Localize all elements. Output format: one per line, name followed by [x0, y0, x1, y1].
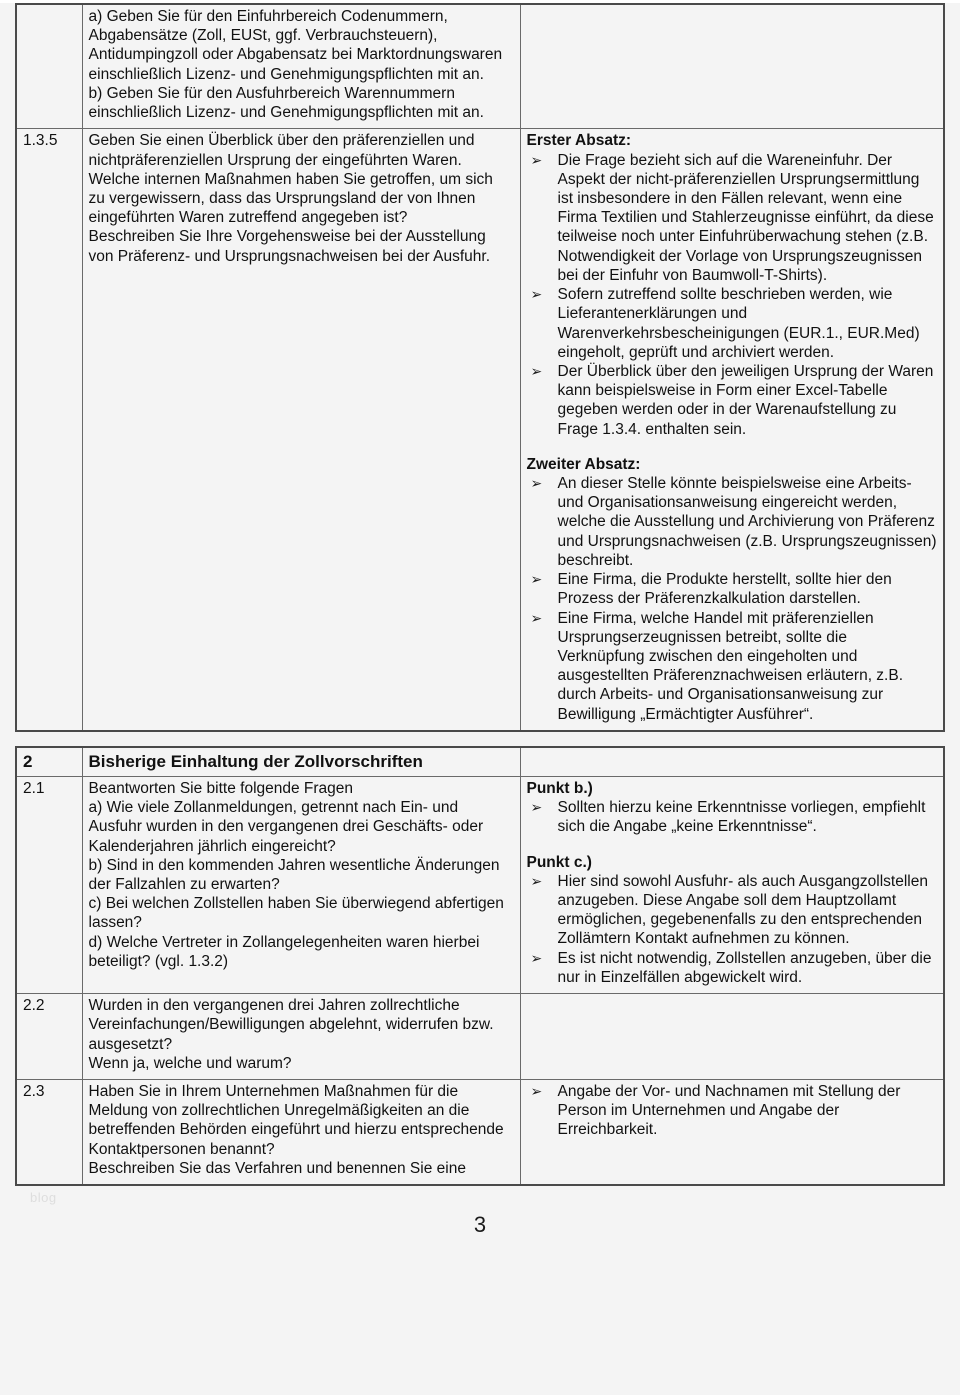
- hint-heading: Punkt b.): [526, 779, 593, 797]
- hint-heading: Zweiter Absatz:: [526, 455, 641, 473]
- list-item: ➢ Eine Firma, welche Handel mit präferenziellen Ursprungserzeugnissen betreibt, sollte die Verknüpfung zwischen den eingeholten und ausgestellten Präferenznachweisen erläutern, z.B. durch Arbeits- und Organisationsanweisung zur Bewilligung „Ermächtigter Ausführer“.: [527, 609, 938, 724]
- section-number: 2: [16, 747, 82, 777]
- hint-bullet-list: [527, 474, 938, 724]
- question-paragraph: Haben Sie in Ihrem Unternehmen Maßnahmen für die Meldung von zollrechtlichen Unregelmäßigkeiten an die betreffenden Behörden eingeführt und hierzu entsprechende Kontaktpersonen benannt?: [88, 1083, 504, 1158]
- section-hint: [520, 747, 944, 777]
- list-item: ➢ Sofern zutreffend sollte beschrieben werden, wie Lieferantenerklärungen und Warenverkehrsbescheinigungen (EUR.1., EUR.Med) eingeholt, geprüft und archiviert werden.: [527, 285, 938, 362]
- question-paragraph: Beschreiben Sie das Verfahren und benennen Sie eine: [88, 1159, 466, 1177]
- watermark: blog: [30, 1190, 57, 1206]
- hint-bullet-list: [527, 1082, 938, 1140]
- row-number: 2.2: [16, 994, 82, 1080]
- hint-bullet-list: [527, 798, 938, 836]
- list-item: ➢ Die Frage bezieht sich auf die Wareneinfuhr. Der Aspekt der nicht-präferenziellen Ursprungsermittlung ist insbesondere in den Fällen relevant, wenn eine Firma Textilien und Stahlerzeugnisse einführt, da diese teilweise noch unter Einfuhrüberwachung stehen (z.B. Notwendigkeit der Vorlage von Ursprungszeugnissen bei der Einfuhr von Baumwoll-T-Shirts).: [527, 151, 938, 286]
- row-hint: [520, 129, 944, 731]
- page-number: 3: [473, 1212, 487, 1238]
- row-hint: [520, 4, 944, 129]
- list-item: ➢ Eine Firma, die Produkte herstellt, sollte hier den Prozess der Präferenzkalkulation darstellen.: [527, 570, 938, 608]
- list-item: ➢ Der Überblick über den jeweiligen Ursprung der Waren kann beispielsweise in Form einer Excel-Tabelle gegeben werden oder in der Warenaufstellung zu Frage 1.3.4. enthalten sein.: [527, 362, 938, 439]
- hint-heading: Erster Absatz:: [526, 132, 632, 150]
- list-item: ➢ Hier sind sowohl Ausfuhr- als auch Ausgangzollstellen anzugeben. Diese Angabe soll dem Hauptzollamt ermöglichen, gegebenenfalls zu den entsprechenden Zollämtern Kontakt aufnehmen zu können.: [527, 872, 938, 949]
- table-row: [16, 129, 944, 731]
- question-paragraph: Wurden in den vergangenen drei Jahren zollrechtliche Vereinfachungen/Bewilligungen abgelehnt, widerrufen bzw. ausgesetzt?: [88, 997, 494, 1053]
- page-break-gap: [0, 732, 960, 746]
- list-item: ➢ Sollten hierzu keine Erkenntnisse vorliegen, empfiehlt sich die Angabe „keine Erkenntnisse“.: [527, 798, 938, 836]
- table-row: [16, 776, 944, 993]
- question-paragraph: Beschreiben Sie Ihre Vorgehensweise bei der Ausstellung von Präferenz- und Ursprungsnachweisen bei der Ausfuhr.: [88, 228, 491, 265]
- list-item: ➢ Es ist nicht notwendig, Zollstellen anzugeben, über die nur in Einzelfällen abgewickelt wird.: [527, 949, 938, 987]
- table-row: [16, 4, 944, 129]
- question-paragraph: b) Geben Sie für den Ausfuhrbereich Warennummern einschließlich Lizenz- und Genehmigungspflichten mit an.: [88, 84, 484, 122]
- questionnaire-table-part2: [15, 746, 945, 1186]
- question-paragraph: d) Welche Vertreter in Zollangelegenheiten waren hierbei beteiligt? (vgl. 1.3.2): [88, 933, 480, 970]
- questionnaire-table-part1: [15, 3, 945, 732]
- question-paragraph: b) Sind in den kommenden Jahren wesentliche Änderungen der Fallzahlen zu erwarten?: [88, 856, 500, 894]
- section-title: Bisherige Einhaltung der Zollvorschriften: [82, 747, 520, 777]
- page-footer: [0, 1186, 960, 1248]
- question-paragraph: a) Geben Sie für den Einfuhrbereich Codenummern, Abgabensätze (Zoll, EUSt, ggf. Verbrauchsteuern), Antidumpingzoll oder Abgabensatz bei Marktordnungswaren einschließlich Lizenz- und Genehmigungspflichten mit an.: [88, 8, 503, 83]
- row-hint: [520, 1080, 944, 1186]
- row-number: 2.3: [16, 1080, 82, 1186]
- question-paragraph: a) Wie viele Zollanmeldungen, getrennt nach Ein- und Ausfuhr wurden in den vergangenen drei Geschäfts- oder Kalenderjahren jährlich eingereicht?: [88, 799, 484, 855]
- row-hint: [520, 994, 944, 1080]
- question-paragraph: Wenn ja, welche und warum?: [88, 1054, 292, 1072]
- row-question: [82, 4, 520, 129]
- section-heading-row: [16, 747, 944, 777]
- row-question: [82, 776, 520, 993]
- question-paragraph: c) Bei welchen Zollstellen haben Sie überwiegend abfertigen lassen?: [88, 895, 504, 932]
- hint-bullet-list: [527, 872, 938, 987]
- row-number: 1.3.5: [16, 129, 82, 731]
- row-question: [82, 129, 520, 731]
- question-paragraph: Geben Sie einen Überblick über den präferenziellen und nichtpräferenziellen Ursprung der eingeführten Waren. Welche internen Maßnahmen haben Sie getroffen, um sich zu vergewissern, dass das Ursprungsland der von Ihnen eingeführten Waren zutreffend angegeben ist?: [88, 132, 493, 227]
- row-number: 2.1: [16, 776, 82, 993]
- row-hint: [520, 776, 944, 993]
- hint-bullet-list: [527, 151, 938, 439]
- table-row: [16, 994, 944, 1080]
- list-item: ➢ An dieser Stelle könnte beispielsweise eine Arbeits- und Organisationsanweisung eingereicht werden, welche die Ausstellung und Archivierung von Präferenz und Ursprungsnachweisen (z.B. Ursprungszeugnissen) beschreibt.: [527, 474, 938, 570]
- row-number: [16, 4, 82, 129]
- row-question: [82, 994, 520, 1080]
- question-intro: Beantworten Sie bitte folgende Fragen: [88, 779, 354, 797]
- table-row: [16, 1080, 944, 1186]
- list-item: ➢ Angabe der Vor- und Nachnamen mit Stellung der Person im Unternehmen und Angabe der Erreichbarkeit.: [527, 1082, 938, 1140]
- hint-heading: Punkt c.): [526, 853, 592, 871]
- row-question: [82, 1080, 520, 1186]
